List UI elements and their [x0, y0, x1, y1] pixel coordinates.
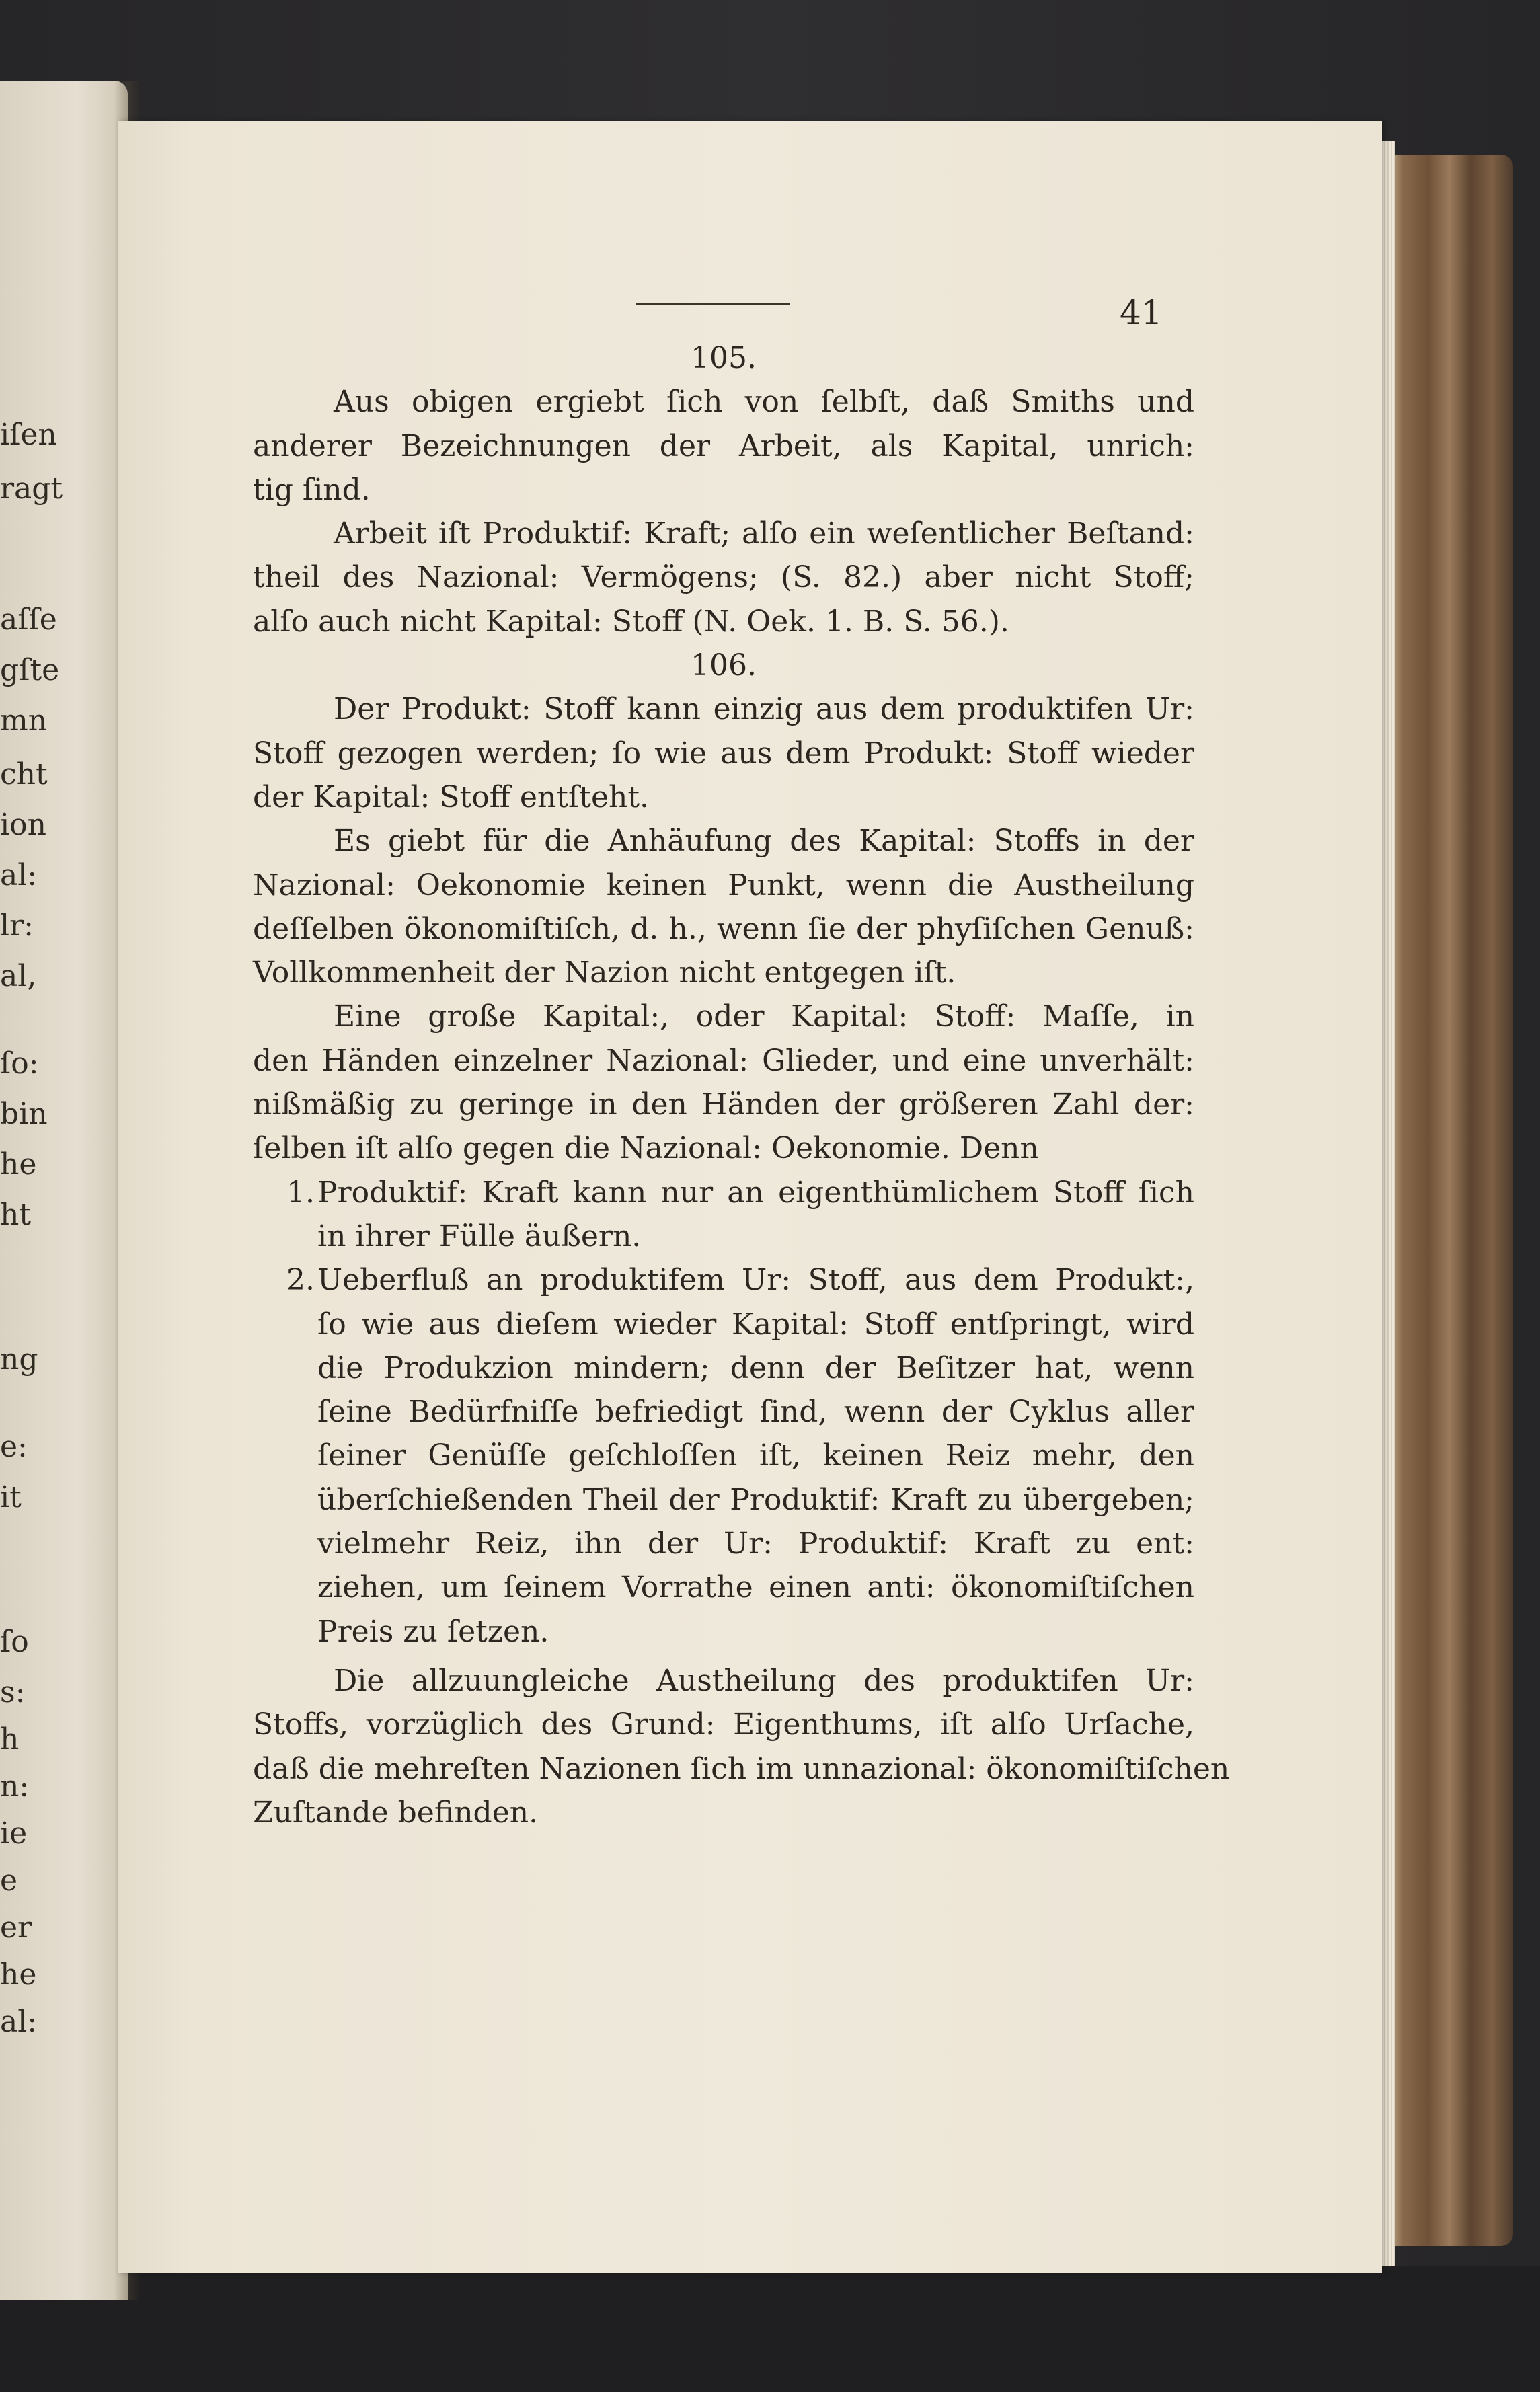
left-fragment: al, [0, 959, 37, 993]
list-item-body [317, 1258, 1194, 1654]
text-line: Die allzuungleiche Austheilung des produktifen Ur: [334, 1663, 1194, 1698]
text-line: ſeiner Genüſſe geſchloſſen iſt, keinen Reiz mehr, den [317, 1438, 1194, 1473]
left-fragment: bin [0, 1097, 48, 1131]
left-fragment: al: [0, 858, 38, 892]
text-line: Preis zu ſetzen. [317, 1614, 549, 1649]
text-line: nißmäßig zu geringe in den Händen der größeren Zahl der: [253, 1087, 1194, 1122]
header-rule [636, 303, 790, 305]
left-fragment: s: [0, 1675, 26, 1709]
left-fragment: n: [0, 1769, 30, 1804]
left-fragment: lr: [0, 909, 34, 943]
text-line: tig ſind. [253, 472, 371, 507]
left-fragment: cht [0, 757, 48, 792]
bottom-cloth [0, 2266, 1540, 2392]
page-body [253, 336, 1230, 1835]
text-line: ziehen, um ſeinem Vorrathe einen anti: ökonomiſtiſchen [317, 1570, 1194, 1605]
list-item [253, 1258, 1194, 1654]
text-line: deſſelben ökonomiſtiſch, d. h., wenn ſie der phyſiſchen Genuß: [253, 911, 1194, 946]
text-line: Es giebt für die Anhäufung des Kapital: Stoffs in der [334, 824, 1194, 859]
text-line: die Produkzion mindern; denn der Beſitzer hat, wenn [317, 1350, 1194, 1385]
left-fragment: e [0, 1863, 18, 1898]
text-line: Arbeit iſt Produktif: Kraft; alſo ein weſentlicher Beſtand: [334, 516, 1194, 551]
text-line: Ueberfluß an produktifem Ur: Stoff, aus dem Produkt:, [317, 1263, 1194, 1298]
left-fragment: ſo [0, 1625, 29, 1659]
text-line: anderer Bezeichnungen der Arbeit, als Kapital, unrich: [253, 428, 1194, 463]
text-line: theil des Nazional: Vermögens; (S. 82.) aber nicht Stoff; [253, 560, 1194, 595]
text-line: daß die mehreſten Nazionen ſich im unnazional: ökonomiſtiſchen [253, 1751, 1230, 1786]
list-number: 2. [286, 1263, 315, 1298]
text-line: Produktif: Kraft kann nur an eigenthümlichem Stoff ſich [317, 1175, 1194, 1210]
text-line: Zuſtande befinden. [253, 1795, 539, 1830]
text-line: überſchießenden Theil der Produktif: Kraft zu übergeben; [317, 1482, 1194, 1517]
list-item [253, 1171, 1194, 1259]
text-line: Vollkommenheit der Nazion nicht entgegen iſt. [253, 956, 956, 991]
list-item-body [317, 1171, 1194, 1259]
left-fragment: he [0, 1147, 37, 1182]
text-line: ſo wie aus dieſem wieder Kapital: Stoff entſpringt, wird [317, 1307, 1194, 1342]
left-fragment: h [0, 1722, 20, 1757]
left-fragment: ht [0, 1198, 32, 1232]
left-fragment: ſo: [0, 1046, 39, 1081]
left-fragment: ion [0, 808, 46, 842]
text-line: Nazional: Oekonomie keinen Punkt, wenn die Austheilung [253, 867, 1194, 902]
left-page-edge [0, 81, 128, 2300]
paragraph [253, 380, 1194, 512]
text-line: Aus obigen ergiebt ſich von ſelbſt, daß Smiths und [334, 385, 1194, 420]
text-line: in ihrer Fülle äußern. [317, 1219, 642, 1253]
text-line: alſo auch nicht Kapital: Stoff (N. Oek. 1. B. S. 56.). [253, 604, 1009, 639]
text-line: ſeine Bedürfniſſe befriedigt ſind, wenn der Cyklus aller [317, 1395, 1194, 1430]
text-line: ſelben iſt alſo gegen die Nazional: Oekonomie. Denn [253, 1131, 1039, 1166]
section-number: 105. [691, 341, 757, 375]
page-number: 41 [1120, 293, 1163, 332]
paragraph [253, 1659, 1230, 1835]
text-line: Stoff gezogen werden; ſo wie aus dem Produkt: Stoff wieder [253, 736, 1194, 771]
text-line: den Händen einzelner Nazional: Glieder, und eine unverhält: [253, 1043, 1194, 1078]
section-number: 106. [691, 648, 757, 683]
paragraph [253, 512, 1194, 644]
left-fragment: er [0, 1911, 32, 1945]
text-line: vielmehr Reiz, ihn der Ur: Produktif: Kraft zu ent: [317, 1527, 1194, 1561]
left-fragment: al: [0, 2005, 38, 2039]
paragraph [253, 819, 1194, 995]
left-fragment: aſſe [0, 603, 57, 637]
paragraph [253, 995, 1194, 1170]
left-fragment: mn [0, 703, 48, 738]
left-fragment: ie [0, 1816, 28, 1851]
text-line: der Kapital: Stoff entſteht. [253, 779, 649, 814]
text-line: Eine große Kapital:, oder Kapital: Stoff: Maſſe, in [334, 999, 1194, 1034]
list-number: 1. [286, 1175, 315, 1210]
left-fragment: ragt [0, 471, 63, 506]
left-fragment: iſen [0, 418, 57, 452]
left-fragment: gſte [0, 653, 60, 687]
text-line: Der Produkt: Stoff kann einzig aus dem produktifen Ur: [334, 692, 1194, 727]
left-fragment: it [0, 1480, 22, 1514]
left-fragment: ng [0, 1342, 38, 1377]
left-fragment: he [0, 1958, 37, 1992]
left-fragment: e: [0, 1430, 28, 1464]
paragraph [253, 687, 1194, 819]
text-line: Stoffs, vorzüglich des Grund: Eigenthums, iſt alſo Urſache, [253, 1707, 1194, 1742]
